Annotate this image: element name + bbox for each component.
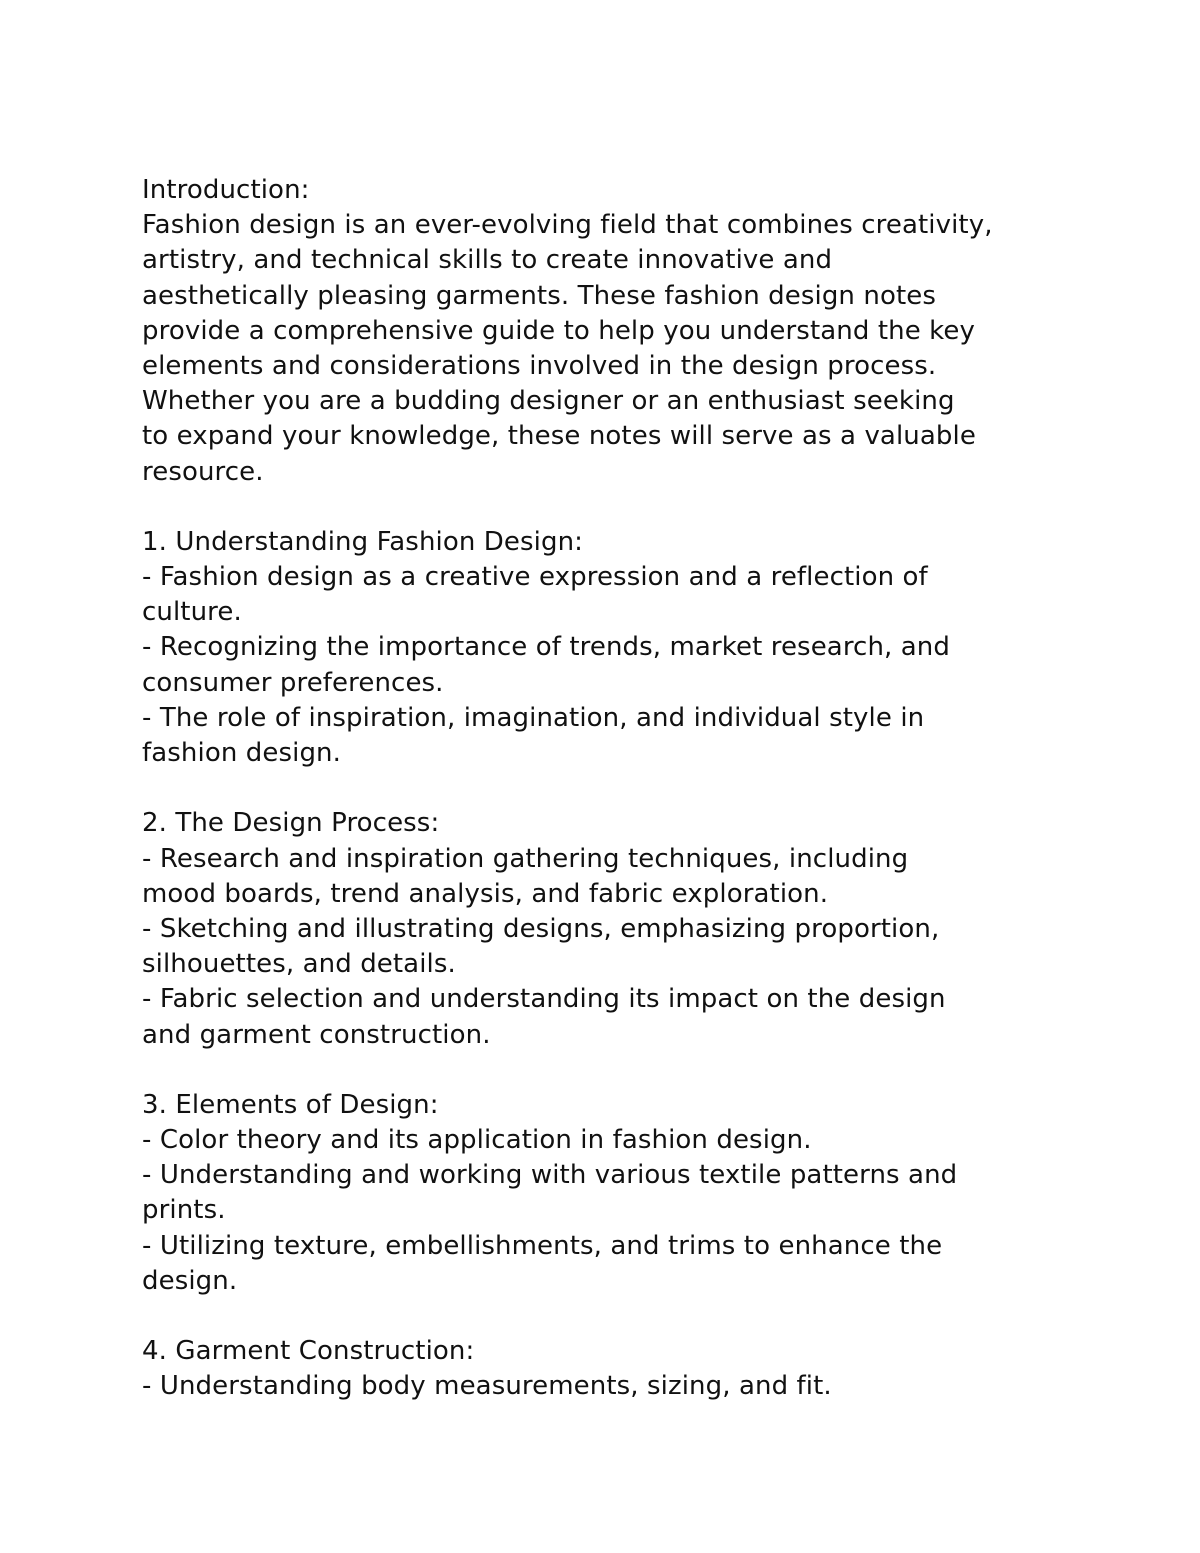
bullet-line: silhouettes, and details. <box>142 949 456 980</box>
bullet-line: - Color theory and its application in fashion design. <box>142 1125 812 1156</box>
bullet-line: - Recognizing the importance of trends, market research, and <box>142 632 950 663</box>
document-body <box>142 173 1072 1405</box>
section-heading-elements: 3. Elements of Design: <box>142 1089 439 1120</box>
bullet-line: - Understanding body measurements, sizing, and fit. <box>142 1371 832 1402</box>
bullet-line: - Understanding and working with various textile patterns and <box>142 1160 958 1191</box>
intro-paragraph-line: artistry, and technical skills to create innovative and <box>142 245 833 276</box>
intro-paragraph-line: Whether you are a budding designer or an enthusiast seeking <box>142 386 955 417</box>
bullet-line: design. <box>142 1265 238 1296</box>
intro-heading: Introduction: <box>142 175 310 205</box>
bullet-line: prints. <box>142 1195 226 1226</box>
bullet-line: - Utilizing texture, embellishments, and trims to enhance the <box>142 1230 943 1261</box>
section-heading-design-process: 2. The Design Process: <box>142 808 440 839</box>
bullet-line: consumer preferences. <box>142 667 444 698</box>
intro-paragraph-line: resource. <box>142 456 264 487</box>
bullet-line: - Fabric selection and understanding its impact on the design <box>142 984 946 1015</box>
section-heading-understanding: 1. Understanding Fashion Design: <box>142 526 584 557</box>
intro-paragraph-line: provide a comprehensive guide to help you understand the key <box>142 315 975 346</box>
bullet-line: - The role of inspiration, imagination, and individual style in <box>142 702 925 733</box>
bullet-line: - Research and inspiration gathering techniques, including <box>142 843 909 874</box>
bullet-line: - Fashion design as a creative expression and a reflection of <box>142 562 928 593</box>
intro-paragraph-line: aesthetically pleasing garments. These fashion design notes <box>142 280 936 311</box>
section-heading-garment-construction: 4. Garment Construction: <box>142 1336 475 1367</box>
bullet-line: fashion design. <box>142 738 342 768</box>
bullet-line: - Sketching and illustrating designs, emphasizing proportion, <box>142 913 940 944</box>
intro-paragraph-line: to expand your knowledge, these notes will serve as a valuable <box>142 421 976 452</box>
intro-paragraph-line: elements and considerations involved in the design process. <box>142 350 937 381</box>
blank-line <box>142 1299 1072 1334</box>
intro-paragraph-line: Fashion design is an ever-evolving field that combines creativity, <box>142 210 993 241</box>
bullet-line: culture. <box>142 597 242 628</box>
blank-line <box>142 1053 1072 1088</box>
blank-line <box>142 490 1072 525</box>
blank-line <box>142 771 1072 806</box>
bullet-line: mood boards, trend analysis, and fabric exploration. <box>142 878 829 909</box>
bullet-line: and garment construction. <box>142 1019 491 1050</box>
